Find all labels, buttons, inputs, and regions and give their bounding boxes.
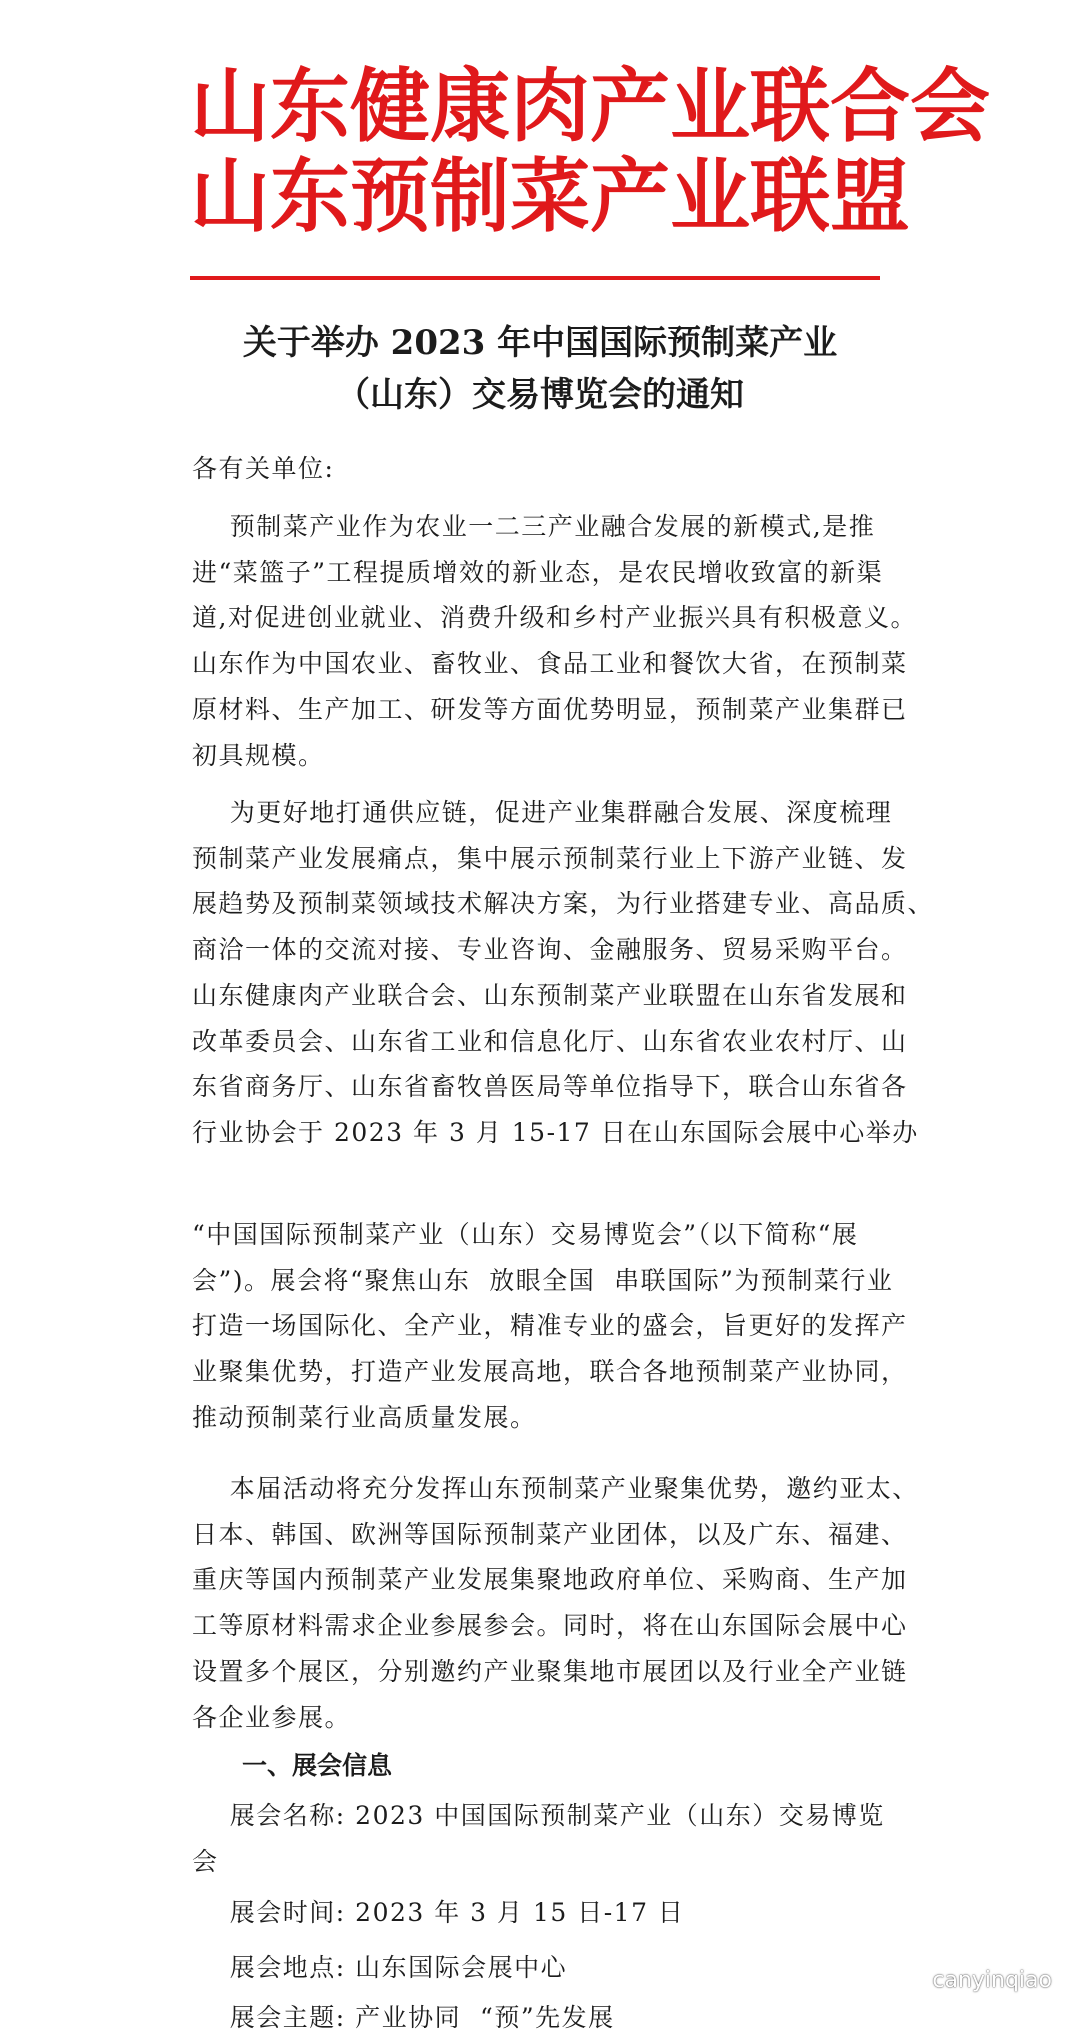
paragraph-2: 为更好地打通供应链，促进产业集群融合发展、深度梳理 预制菜产业发展痛点，集中展示预制菜行业上下游产业链、发 展趋势及预制菜领域技术解决方案，为行业搭建专业、高品质、 商洽一体的交流对接、专业咨询、金融服务、贸易采购平台。 山东健康肉产业联合会、山东预制菜产业联盟在山东省发展和 改革委员会、山东省工业和信息化厅、山东省农业农村厅、山 东省商务厅、山东省畜牧兽医局等单位指导下，联合山东省各 行业协会于 2023 年 3 月 15-17 日在山东国际会展中心举办	[192, 798, 935, 1147]
paragraph-3: “中国国际预制菜产业（山东）交易博览会”（以下简称“展 会”)。展会将“聚焦山东 放眼全国 串联国际”为预制菜行业 打造一场国际化、全产业，精准专业的盛会，旨更好的发挥产 业聚集优势，打造产业发展高地，联合各地预制菜产业协同， 推动预制菜行业高质量发展。	[192, 1220, 908, 1432]
exhibition-name-row: 展会名称: 2023 中国国际预制菜产业（山东）交易博览 会	[192, 1801, 885, 1876]
wechat-icon	[890, 1966, 924, 1994]
watermark-text: canyinqiao	[932, 1967, 1052, 1993]
document-title-line-1: 关于举办 2023 年中国国际预制菜产业	[242, 323, 838, 363]
salutation: 各有关单位:	[192, 454, 335, 483]
account-watermark	[890, 1962, 1052, 1998]
exhibition-time-row: 展会时间: 2023 年 3 月 15 日-17 日	[192, 1898, 685, 1927]
header-divider	[190, 276, 880, 280]
exhibition-location-row: 展会地点: 山东国际会展中心	[192, 1953, 568, 1982]
issuer-name-line-2: 山东预制菜产业联盟	[190, 150, 910, 243]
paragraph-1: 预制菜产业作为农业一二三产业融合发展的新模式,是推 进“菜篮子”工程提质增效的新业态，是农民增收致富的新渠 道,对促进创业就业、消费升级和乡村产业振兴具有积极意义。 山东作为中国农业、畜牧业、食品工业和餐饮大省，在预制菜 原材料、生产加工、研发等方面优势明显，预制菜产业集群已 初具规模。	[192, 512, 917, 770]
document-title-line-2: （山东）交易博览会的通知	[336, 375, 744, 415]
section-heading-exhibition-info: 一、展会信息	[242, 1751, 393, 1780]
exhibition-theme-row: 展会主题: 产业协同 “预”先发展	[192, 2003, 615, 2032]
issuer-name-line-1: 山东健康肉产业联合会	[190, 60, 990, 153]
paragraph-4: 本届活动将充分发挥山东预制菜产业聚集优势，邀约亚太、 日本、韩国、欧洲等国际预制菜产业团体，以及广东、福建、 重庆等国内预制菜产业发展集聚地政府单位、采购商、生产加 工等原材料需求企业参展参会。同时，将在山东国际会展中心 设置多个展区，分别邀约产业聚集地市展团以及行业全产业链 各企业参展。	[192, 1474, 919, 1732]
